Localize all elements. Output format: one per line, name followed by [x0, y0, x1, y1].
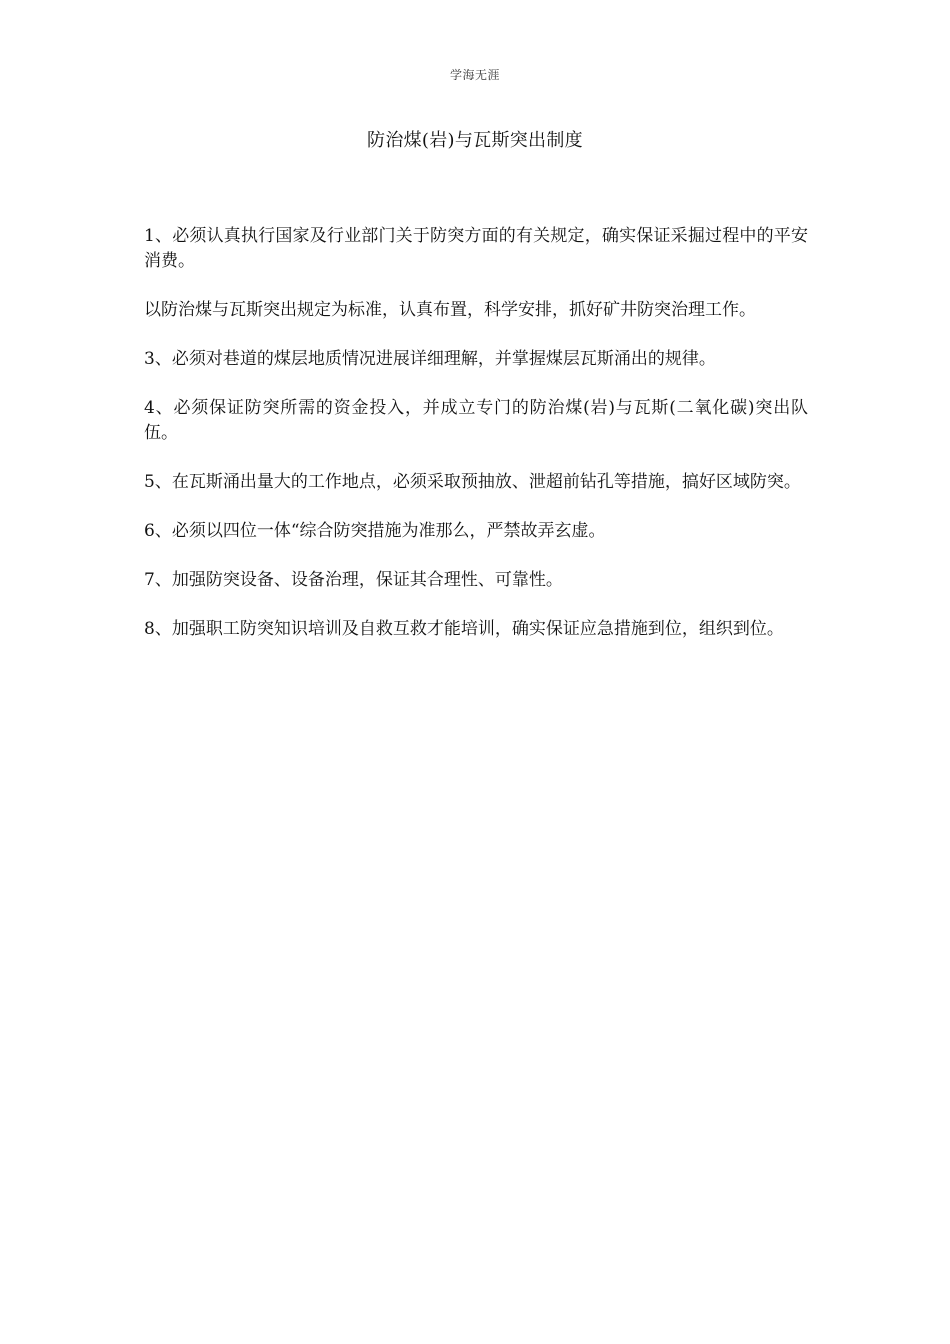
paragraph-1: 1、必须认真执行国家及行业部门关于防突方面的有关规定，确实保证采掘过程中的平安消费。	[144, 226, 808, 271]
document-body	[144, 224, 808, 666]
paragraph-3: 3、必须对巷道的煤层地质情况进展详细理解，并掌握煤层瓦斯涌出的规律。	[144, 349, 716, 369]
paragraph-2: 以防治煤与瓦斯突出规定为标准，认真布置，科学安排，抓好矿井防突治理工作。	[144, 300, 756, 320]
paragraph-5: 5、在瓦斯涌出量大的工作地点，必须采取预抽放、泄超前钻孔等措施，搞好区域防突。	[144, 472, 801, 492]
paragraph-6: 6、必须以四位一体“综合防突措施为准那么，严禁故弄玄虚。	[144, 521, 606, 541]
document-title: 防治煤(岩)与瓦斯突出制度	[367, 130, 583, 151]
paragraph-7: 7、加强防突设备、设备治理，保证其合理性、可靠性。	[144, 570, 563, 590]
page-header: 学海无涯	[449, 68, 500, 82]
paragraph-4: 4、必须保证防突所需的资金投入，并成立专门的防治煤(岩)与瓦斯(二氧化碳)突出队伍。	[144, 398, 808, 443]
paragraph-8: 8、加强职工防突知识培训及自救互救才能培训，确实保证应急措施到位，组织到位。	[144, 619, 784, 639]
